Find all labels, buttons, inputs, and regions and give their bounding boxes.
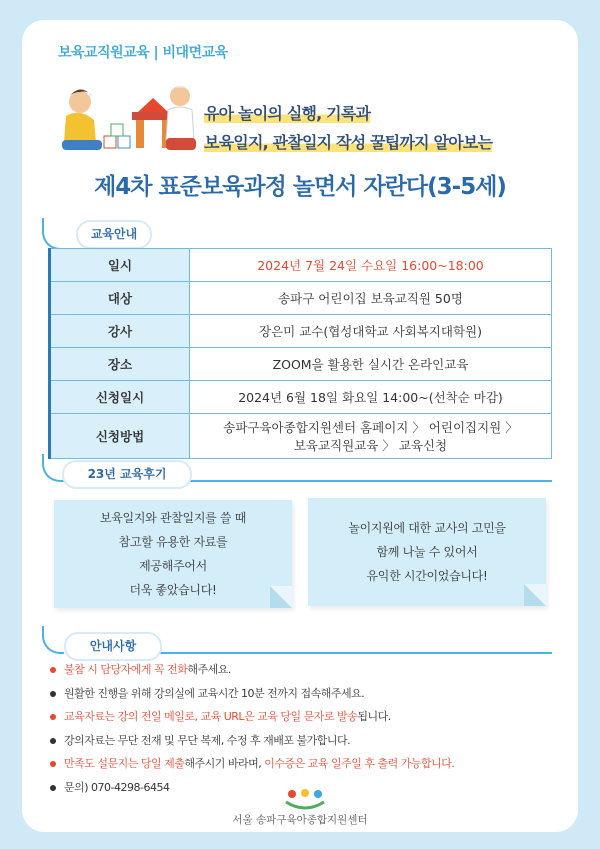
bullet-icon	[50, 785, 56, 791]
row-value: 2024년 7월 24일 수요일 16:00~18:00	[190, 249, 552, 282]
review-line: 유익한 시간이었습니다!	[366, 569, 488, 583]
info-section-label: 교육안내	[76, 220, 152, 249]
bullet-icon	[50, 691, 56, 697]
review-line: 함께 나눌 수 있어서	[376, 545, 478, 559]
kids-logo-icon	[284, 788, 326, 812]
row-value: 송파구 어린이집 보육교직원 50명	[190, 282, 552, 315]
row-key: 장소	[50, 348, 190, 381]
row-key: 신청일시	[50, 381, 190, 414]
bullet-icon	[50, 738, 56, 744]
notice-text: 됩니다.	[357, 710, 391, 723]
row-key: 신청방법	[50, 414, 190, 459]
table-row	[50, 348, 552, 381]
review-line: 더욱 좋았습니다!	[129, 583, 217, 597]
children-playing-illustration	[58, 80, 198, 162]
review-text	[100, 506, 246, 602]
notice-item	[50, 705, 560, 729]
notice-item	[50, 682, 560, 706]
section-divider	[190, 480, 552, 482]
notice-text: 해주세요.	[187, 663, 231, 676]
info-table	[48, 248, 552, 459]
notice-item	[50, 658, 560, 682]
notice-section-label: 안내사항	[64, 632, 162, 661]
notice-text: 만족도 설문지는 당일 제출	[64, 757, 185, 770]
notice-text: 강의자료는 무단 전재 및 무단 복제, 수정 후 재배포 불가합니다.	[64, 733, 351, 747]
notice-text: 이수증은 교육 일주일 후 출력 가능합니다.	[264, 757, 455, 770]
page-fold-corner	[270, 586, 292, 608]
notice-list	[50, 658, 560, 799]
row-value-line: 송파구육아종합지원센터 홈페이지 〉 어린이집지원 〉	[223, 420, 518, 435]
review-line: 놀이지원에 대한 교사의 고민을	[348, 521, 506, 535]
bullet-icon	[50, 761, 56, 767]
subtitle-line-2: 보육일지, 관찰일지 작성 꿀팁까지 알아보는	[204, 133, 493, 152]
page-fold-corner	[524, 584, 546, 606]
subtitle-line-1: 유아 놀이의 실행, 기록과	[204, 104, 371, 123]
row-value-line: 보육교직원교육 〉 교육신청	[293, 438, 448, 453]
review-line: 참고할 유용한 자료를	[118, 535, 228, 549]
row-key: 강사	[50, 315, 190, 348]
organization-name: 서울 송파구육아종합지원센터	[232, 814, 368, 826]
row-key: 대상	[50, 282, 190, 315]
table-row	[50, 282, 552, 315]
review-card-2	[308, 498, 546, 606]
section-divider	[160, 652, 552, 654]
notice-item	[50, 752, 560, 776]
category-label: 보육교직원교육 | 비대면교육	[58, 45, 228, 61]
table-row	[50, 249, 552, 282]
row-key: 일시	[50, 249, 190, 282]
bullet-icon	[50, 667, 56, 673]
review-text	[348, 516, 505, 588]
notice-text: 교육자료는 강의 전일 메일로, 교육 URL은 교육 당일 문자로 발송	[64, 710, 358, 723]
notice-text: 원활한 진행을 위해 강의실에 교육시간 10분 전까지 접속해주세요.	[64, 686, 365, 700]
row-value	[190, 414, 552, 459]
notice-text: 불참 시 담당자에게 꼭 전화	[64, 663, 188, 676]
review-line: 보육일지와 관찰일지를 쓸 때	[99, 511, 247, 525]
review-card-1	[54, 500, 292, 608]
row-value: 장은미 교수(협성대학교 사회복지대학원)	[190, 315, 552, 348]
table-row	[50, 381, 552, 414]
row-value: 2024년 6월 18일 화요일 14:00~(선착순 마감)	[190, 381, 552, 414]
main-title: 제4차 표준보육과정 놀면서 자란다(3-5세)	[94, 174, 506, 200]
notice-text: 해주시기 바라며,	[184, 757, 265, 770]
table-row	[50, 414, 552, 459]
review-line: 제공해주어서	[139, 559, 207, 573]
table-row	[50, 315, 552, 348]
notice-text: 문의) 070-4298-6454	[64, 780, 170, 794]
notice-item	[50, 729, 560, 753]
row-value: ZOOM을 활용한 실시간 온라인교육	[190, 348, 552, 381]
review-section-label: 23년 교육후기	[62, 460, 192, 489]
bullet-icon	[50, 714, 56, 720]
